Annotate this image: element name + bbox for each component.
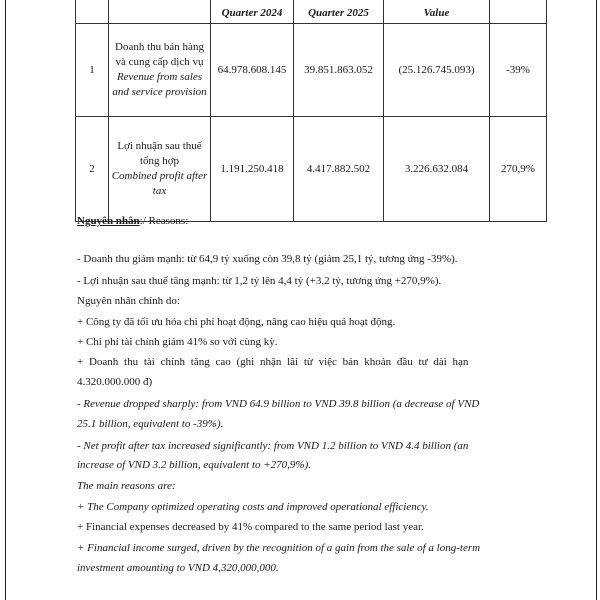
cell-percent: 270,9%: [490, 117, 547, 222]
reason-line: + Doanh thu tài chính tăng cao (ghi nhận lãi từ việc bán khoản đầu tư dài hạn: [77, 356, 469, 368]
row-indicator: [109, 117, 211, 222]
reason-line: - Revenue dropped sharply: from VND 64.9 billion to VND 39.8 billion (a decrease of VND: [77, 398, 480, 410]
reason-line: - Doanh thu giảm mạnh: từ 64,9 tỷ xuống còn 39,8 tỷ (giảm 25,1 tỷ, tương ứng -39%).: [77, 253, 458, 265]
reason-line: + The Company optimized operating costs and improved operational efficiency.: [77, 501, 429, 513]
cell-quarter-2025: 39.851.863.052: [294, 24, 384, 117]
header-no: [76, 0, 109, 24]
reason-line: + Công ty đã tối ưu hóa chi phí hoạt động, nâng cao hiệu quả hoạt động.: [77, 316, 396, 328]
indicator-en: Combined profit after tax: [111, 170, 208, 197]
reason-line: investment amounting to VND 4,320,000,000.: [77, 562, 279, 574]
reason-line: - Lợi nhuận sau thuế tăng mạnh: từ 1,2 tỷ lên 4,4 tỷ (+3,2 tỷ, tương ứng +270,9%).: [77, 275, 442, 287]
reasons-label-suffix: :/ Reasons:: [139, 215, 189, 227]
header-item: [109, 0, 211, 24]
row-number: 1: [76, 24, 109, 117]
reason-line: 25.1 billion, equivalent to -39%).: [77, 418, 224, 430]
cell-value: 3.226.632.084: [384, 117, 490, 222]
table-row: [76, 117, 547, 222]
header-value: Value: [384, 0, 490, 24]
reasons-heading: [77, 215, 188, 227]
reason-line: The main reasons are:: [77, 480, 176, 492]
cell-quarter-2025: 4.417.882.502: [294, 117, 384, 222]
reason-line: + Financial income surged, driven by the recognition of a gain from the sale of a long-term: [77, 542, 481, 554]
reasons-label: Nguyên nhân: [77, 215, 140, 227]
reason-line: - Net profit after tax increased significantly: from VND 1.2 billion to VND 4.4 billion (an: [77, 440, 469, 452]
header-quarter-2025: Quarter 2025: [294, 0, 384, 24]
reason-line: + Chi phí tài chính giảm 41% so với cùng kỳ.: [77, 336, 278, 348]
results-table: [75, 0, 547, 222]
reason-line: 4.320.000.000 đ): [77, 376, 153, 388]
cell-percent: -39%: [490, 24, 547, 117]
indicator-vi: Lợi nhuận sau thuế tổng hợp: [117, 140, 202, 167]
page-border-left: [5, 0, 6, 600]
reason-line: Nguyên nhân chính do:: [77, 295, 180, 307]
cell-quarter-2024: 1.191.250.418: [211, 117, 294, 222]
table-header-row: [76, 0, 547, 24]
table-row: [76, 24, 547, 117]
reason-line: increase of VND 3.2 billion, equivalent to +270,9%).: [77, 459, 312, 471]
header-percent: [490, 0, 547, 24]
indicator-vi: Doanh thu bán hàng và cung cấp dịch vụ: [115, 41, 204, 68]
row-indicator: [109, 24, 211, 117]
cell-quarter-2024: 64.978.608.145: [211, 24, 294, 117]
reason-line: + Financial expenses decreased by 41% compared to the same period last year.: [77, 521, 424, 533]
indicator-en: Revenue from sales and service provision: [112, 71, 207, 98]
page-border-right: [596, 0, 597, 600]
row-number: 2: [76, 117, 109, 222]
cell-value: (25.126.745.093): [384, 24, 490, 117]
header-quarter-2024: Quarter 2024: [211, 0, 294, 24]
